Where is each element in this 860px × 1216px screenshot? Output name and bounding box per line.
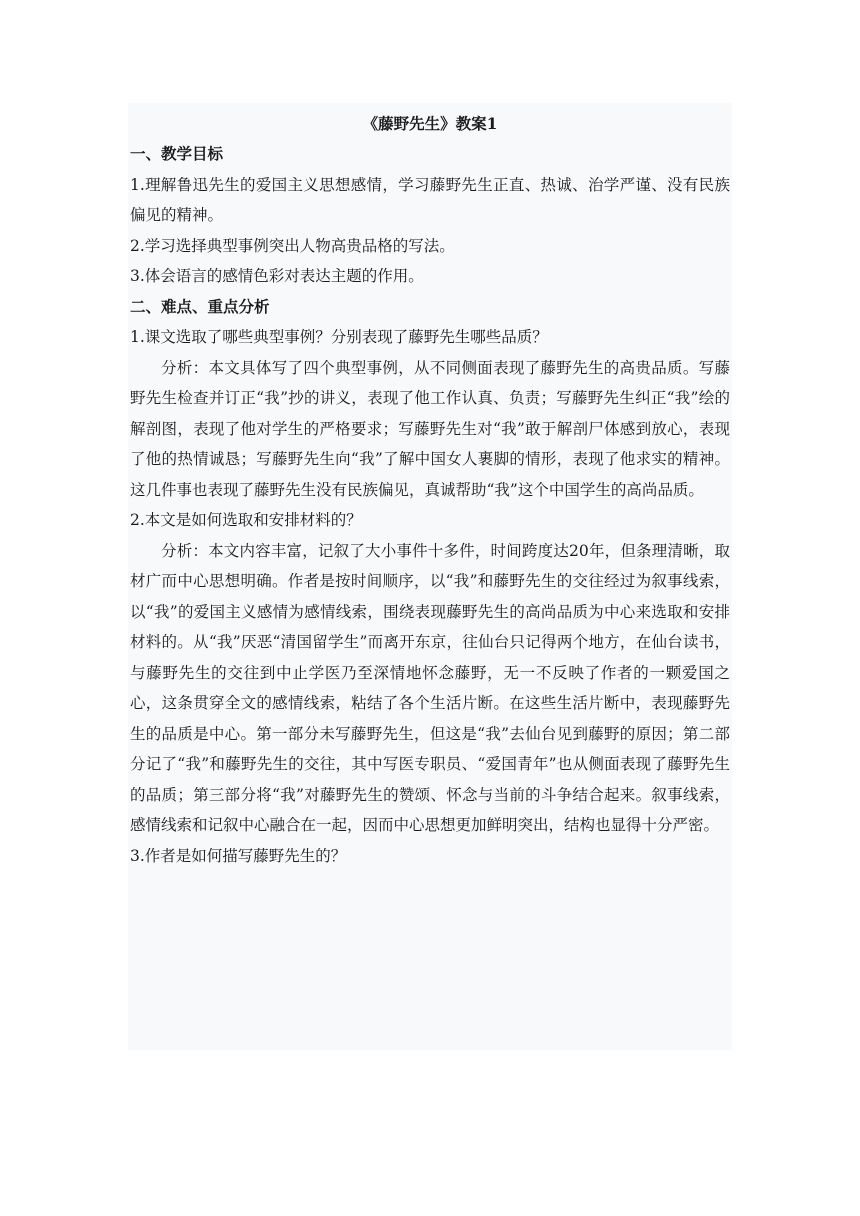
document-page: [128, 103, 732, 1050]
question-3: 3.作者是如何描写藤野先生的？: [130, 846, 347, 865]
goal-item-1: 1.理解鲁迅先生的爱国主义思想感情，学习藤野先生正直、热诚、治学严谨、没有民族偏见的精神。: [130, 175, 730, 224]
analysis-1: 分析：本文具体写了四个典型事例，从不同侧面表现了藤野先生的高贵品质。写藤野先生检查并订正“我”抄的讲义，表现了他工作认真、负责；写藤野先生纠正“我”绘的解剖图，表现了他对学生的严格要求；写藤野先生对“我”敢于解剖尸体感到放心，表现了他的热情诚恳；写藤野先生向“我”了解中国女人裹脚的情形，表现了他求实的精神。这几件事也表现了藤野先生没有民族偏见，真诚帮助“我”这个中国学生的高尚品质。: [130, 358, 730, 499]
document-body: [128, 103, 732, 871]
analysis-2: 分析：本文内容丰富，记叙了大小事件十多件，时间跨度达20年，但条理清晰，取材广而中心思想明确。作者是按时间顺序，以“我”和藤野先生的交往经过为叙事线索，以“我”的爱国主义感情为感情线索，围绕表现藤野先生的高尚品质为中心来选取和安排材料的。从“我”厌恶“清国留学生”而离开东京，往仙台只记得两个地方，在仙台读书，与藤野先生的交往到中止学医乃至深情地怀念藤野，无一不反映了作者的一颗爱国之心，这条贯穿全文的感情线索，粘结了各个生活片断。在这些生活片断中，表现藤野先生的品质是中心。第一部分未写藤野先生，但这是“我”去仙台见到藤野的原因；第二部分记了“我”和藤野先生的交往，其中写医专职员、“爱国青年”也从侧面表现了藤野先生的品质；第三部分将“我”对藤野先生的赞颂、怀念与当前的斗争结合起来。叙事线索，感情线索和记叙中心融合在一起，因而中心思想更加鲜明突出，结构也显得十分严密。: [130, 541, 730, 834]
section-heading-teaching-goals: 一、教学目标: [130, 144, 224, 163]
document-title: 《藤野先生》教案1: [362, 114, 498, 133]
question-2: 2.本文是如何选取和安排材料的？: [130, 511, 362, 529]
goal-item-2: 2.学习选择典型事例突出人物高贵品格的写法。: [130, 236, 455, 255]
goal-item-3: 3.体会语言的感情色彩对表达主题的作用。: [130, 267, 424, 285]
section-heading-key-points: 二、难点、重点分析: [130, 296, 270, 316]
question-1: 1.课文选取了哪些典型事例？分别表现了藤野先生哪些品质？: [130, 328, 548, 346]
